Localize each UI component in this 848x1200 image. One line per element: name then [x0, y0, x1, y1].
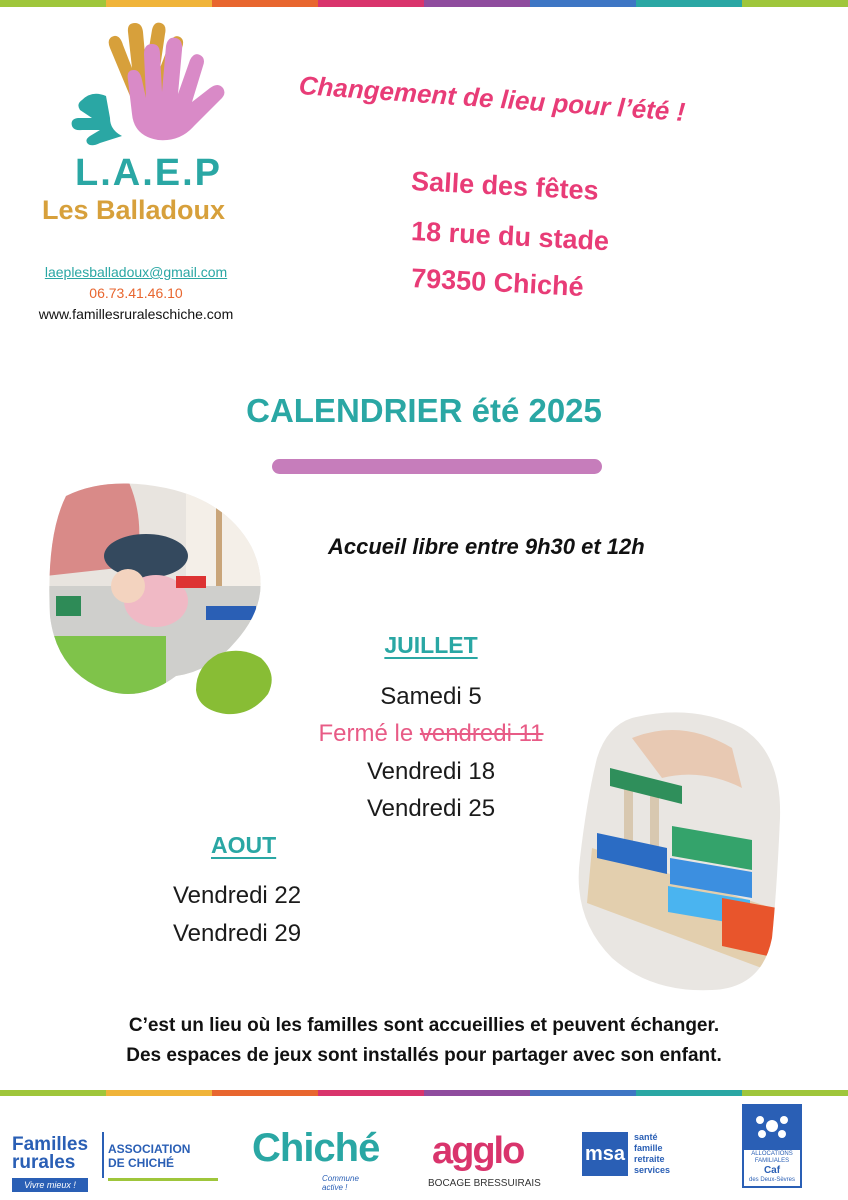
association-chiche-label: ASSOCIATION DE CHICHÉ — [108, 1142, 191, 1170]
caf-top-label: ALLOCATIONS FAMILIALES — [751, 1151, 793, 1164]
august-date-1: Vendredi 22 — [173, 882, 302, 909]
email-link[interactable]: laeplesballadoux@gmail.com — [44, 264, 228, 280]
divider — [102, 1132, 104, 1178]
partner-logos — [0, 1108, 848, 1192]
msa-taglines — [634, 1132, 670, 1176]
hands-icon — [70, 18, 230, 148]
caf-name: Caf — [763, 1165, 781, 1176]
month-july: JUILLET — [384, 632, 478, 658]
logo-title: L.A.E.P — [75, 152, 223, 194]
agglo-name: agglo — [432, 1130, 524, 1172]
msa-line-2: famille — [634, 1143, 663, 1153]
baby-playing-photo — [46, 476, 276, 726]
msa-line-3: retraite — [634, 1154, 665, 1164]
july-closed-notice — [300, 720, 562, 748]
chiche-name: Chiché — [252, 1126, 380, 1170]
closed-date: vendredi 11 — [419, 720, 544, 747]
month-august: AOUT — [211, 832, 277, 858]
accent-line — [108, 1178, 218, 1181]
caf-subtitle: des Deux-Sèvres — [748, 1177, 796, 1183]
wooden-toy-photo — [572, 708, 787, 993]
familles-rurales-name: Familles rurales — [12, 1134, 89, 1173]
website-link[interactable]: www.famillesruraleschiche.com — [38, 306, 234, 322]
july-date-4: Vendredi 25 — [366, 795, 496, 822]
msa-line-4: services — [634, 1165, 671, 1175]
msa-line-1: santé — [634, 1132, 658, 1142]
familles-rurales-logo — [12, 1116, 222, 1188]
headline: Changement de lieu pour l’été ! — [297, 70, 687, 127]
phone-number: 06.73.41.46.10 — [89, 285, 183, 301]
caf-logo — [742, 1104, 802, 1188]
description-line-2: Des espaces de jeux sont installés pour partager avec son enfant. — [126, 1045, 722, 1066]
bottom-color-stripe — [0, 1090, 848, 1096]
calendar-title: CALENDRIER été 2025 — [246, 392, 602, 429]
chiche-logo — [252, 1126, 382, 1192]
msa-logo — [582, 1132, 692, 1182]
opening-hours: Accueil libre entre 9h30 et 12h — [328, 534, 645, 559]
msa-name: msa — [582, 1132, 628, 1176]
august-date-2: Vendredi 29 — [173, 920, 302, 947]
familles-rurales-slogan: Vivre mieux ! — [12, 1178, 88, 1192]
caf-emblem-icon — [744, 1106, 800, 1150]
address-line-1: Salle des fêtes — [410, 166, 600, 206]
july-date-3: Vendredi 18 — [366, 758, 496, 785]
agglo-logo — [428, 1126, 548, 1189]
description-line-1: C’est un lieu où les familles sont accueillies et peuvent échanger. — [128, 1015, 720, 1036]
logo-subtitle: Les Balladoux — [42, 195, 226, 225]
agglo-subtitle: BOCAGE BRESSUIRAIS — [428, 1178, 541, 1189]
address-line-2: 18 rue du stade — [410, 216, 610, 257]
closed-prefix: Fermé le — [318, 720, 414, 747]
address-line-3: 79350 Chiché — [410, 263, 585, 302]
title-underline-bar — [272, 459, 602, 474]
july-date-1: Samedi 5 — [380, 683, 482, 710]
chiche-slogan: Commune active ! — [322, 1174, 359, 1192]
top-color-stripe — [0, 0, 848, 7]
